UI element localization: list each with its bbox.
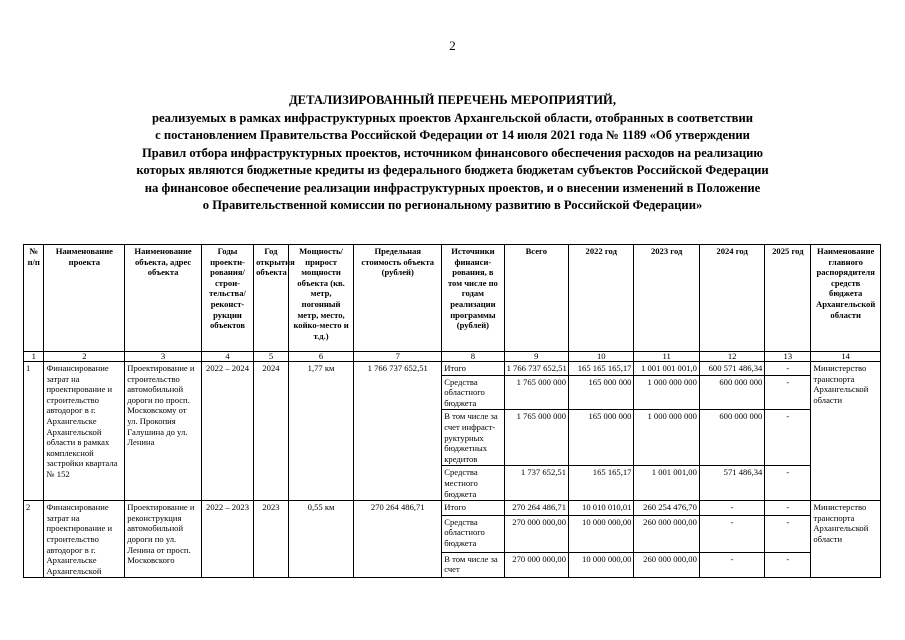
page-number: 2 xyxy=(449,38,456,53)
column-number-row xyxy=(24,352,881,362)
amount-2024: - xyxy=(699,552,764,578)
amount-2024: 571 486,34 xyxy=(699,466,764,501)
amount-2024: 600 571 486,34 xyxy=(699,362,764,376)
amount-2025: - xyxy=(765,362,811,376)
project-name: Финансирование затрат на проектирование и строительство автодорог в г. Архангельске Архангельской xyxy=(44,501,125,578)
column-number: 12 xyxy=(699,352,764,362)
header-cell: Годы проекти-рования/ строи-тельства/ реконст-рукции объектов xyxy=(201,245,253,352)
object-name: Проектирование и реконструкция автомобильной дороги по ул. Ленина от просп. Московского xyxy=(125,501,202,578)
amount-2022: 165 000 000 xyxy=(569,375,634,410)
title-line: ДЕТАЛИЗИРОВАННЫЙ ПЕРЕЧЕНЬ МЕРОПРИЯТИЙ, xyxy=(289,93,616,107)
header-cell: 2025 год xyxy=(765,245,811,352)
project-years: 2022 – 2023 xyxy=(201,501,253,578)
funding-source: Итого xyxy=(442,501,504,515)
amount-2025: - xyxy=(765,410,811,466)
capacity: 1,77 км xyxy=(288,362,353,501)
amount-2024: - xyxy=(699,515,764,552)
funding-source: В том числе за счет инфраст-руктурных бюджетных кредитов xyxy=(442,410,504,466)
opening-year: 2023 xyxy=(254,501,289,578)
amount-2023: 260 254 476,70 xyxy=(634,501,699,515)
amount-total: 1 766 737 652,51 xyxy=(504,362,568,376)
funding-source: Средства областного бюджета xyxy=(442,515,504,552)
funding-source: Итого xyxy=(442,362,504,376)
amount-total: 270 000 000,00 xyxy=(504,515,568,552)
amount-2024: 600 000 000 xyxy=(699,410,764,466)
amount-2022: 165 000 000 xyxy=(569,410,634,466)
column-number: 13 xyxy=(765,352,811,362)
table-row xyxy=(24,362,881,376)
column-number: 8 xyxy=(442,352,504,362)
column-number: 6 xyxy=(288,352,353,362)
amount-2022: 10 000 000,00 xyxy=(569,552,634,578)
amount-2022: 10 000 000,00 xyxy=(569,515,634,552)
amount-2023: 1 000 000 000 xyxy=(634,375,699,410)
amount-total: 1 765 000 000 xyxy=(504,410,568,466)
amount-2022: 165 165,17 xyxy=(569,466,634,501)
header-cell: № п/п xyxy=(24,245,44,352)
header-cell: Всего xyxy=(504,245,568,352)
header-cell: Мощность/ прирост мощности объекта (кв. метр, погонный метр, место, койко-место и т.д.) xyxy=(288,245,353,352)
header-cell: Год открытия объекта xyxy=(254,245,289,352)
title-line: реализуемых в рамках инфраструктурных проектов Архангельской области, отобранных в соответствии xyxy=(152,110,753,125)
amount-2025: - xyxy=(765,552,811,578)
funding-source: Средства местного бюджета xyxy=(442,466,504,501)
amount-2025: - xyxy=(765,515,811,552)
amount-total: 270 000 000,00 xyxy=(504,552,568,578)
amount-2024: - xyxy=(699,501,764,515)
measures-table xyxy=(23,244,881,578)
max-cost: 270 264 486,71 xyxy=(354,501,442,578)
title-line: о Правительственной комиссии по региональному развитию в Российской Федерации» xyxy=(202,198,703,212)
amount-total: 1 765 000 000 xyxy=(504,375,568,410)
amount-2025: - xyxy=(765,501,811,515)
column-number: 5 xyxy=(254,352,289,362)
amount-total: 1 737 652,51 xyxy=(504,466,568,501)
row-number: 2 xyxy=(24,501,44,578)
amount-2023: 260 000 000,00 xyxy=(634,552,699,578)
funding-source: Средства областного бюджета xyxy=(442,375,504,410)
column-number: 10 xyxy=(569,352,634,362)
amount-2023: 1 000 000 000 xyxy=(634,410,699,466)
amount-2023: 1 001 001 001,0 xyxy=(634,362,699,376)
document-title xyxy=(40,92,865,215)
column-number: 9 xyxy=(504,352,568,362)
column-number: 4 xyxy=(201,352,253,362)
amount-2022: 165 165 165,17 xyxy=(569,362,634,376)
column-number: 14 xyxy=(811,352,881,362)
column-number: 2 xyxy=(44,352,125,362)
header-cell: Наименование проекта xyxy=(44,245,125,352)
project-years: 2022 – 2024 xyxy=(201,362,253,501)
title-line: с постановлением Правительства Российской Федерации от 14 июля 2021 года № 1189 «Об утверждении xyxy=(155,128,750,142)
header-cell: Источники финанси-рования, в том числе по годам реализации программы (рублей) xyxy=(442,245,504,352)
column-number: 3 xyxy=(125,352,202,362)
amount-2022: 10 010 010,01 xyxy=(569,501,634,515)
project-name: Финансирование затрат на проектирование и строительство автодорог в г. Архангельске Архангельской области в рамках комплексной застройки квартала № 152 xyxy=(44,362,125,501)
capacity: 0,55 км xyxy=(288,501,353,578)
title-line: которых являются бюджетные кредиты из федерального бюджета бюджетам субъектов Российской Федерации xyxy=(136,163,769,177)
header-cell: Предельная стоимость объекта (рублей) xyxy=(354,245,442,352)
amount-total: 270 264 486,71 xyxy=(504,501,568,515)
header-cell: 2022 год xyxy=(569,245,634,352)
title-line: на финансовое обеспечение реализации инфраструктурных проектов, и о внесении изменений в Положение xyxy=(144,180,761,195)
amount-2023: 1 001 001,00 xyxy=(634,466,699,501)
header-cell: Наименование главного распорядителя средств бюджета Архангельской области xyxy=(811,245,881,352)
funding-source: В том числе за счет xyxy=(442,552,504,578)
object-name: Проектирование и строительство автомобильной дороги по просп. Московскому от ул. Прокопия Галушина до ул. Ленина xyxy=(125,362,202,501)
header-cell: Наименование объекта, адрес объекта xyxy=(125,245,202,352)
table-row xyxy=(24,501,881,515)
title-line: Правил отбора инфраструктурных проектов, источником финансового обеспечения расходов на реализацию xyxy=(141,145,764,160)
amount-2024: 600 000 000 xyxy=(699,375,764,410)
amount-2023: 260 000 000,00 xyxy=(634,515,699,552)
table-header-row xyxy=(24,245,881,352)
column-number: 1 xyxy=(24,352,44,362)
header-cell: 2024 год xyxy=(699,245,764,352)
amount-2025: - xyxy=(765,466,811,501)
budget-administrator: Министерство транспорта Архангельской области xyxy=(811,501,881,578)
max-cost: 1 766 737 652,51 xyxy=(354,362,442,501)
header-cell: 2023 год xyxy=(634,245,699,352)
column-number: 7 xyxy=(354,352,442,362)
column-number: 11 xyxy=(634,352,699,362)
budget-administrator: Министерство транспорта Архангельской области xyxy=(811,362,881,501)
opening-year: 2024 xyxy=(254,362,289,501)
row-number: 1 xyxy=(24,362,44,501)
amount-2025: - xyxy=(765,375,811,410)
